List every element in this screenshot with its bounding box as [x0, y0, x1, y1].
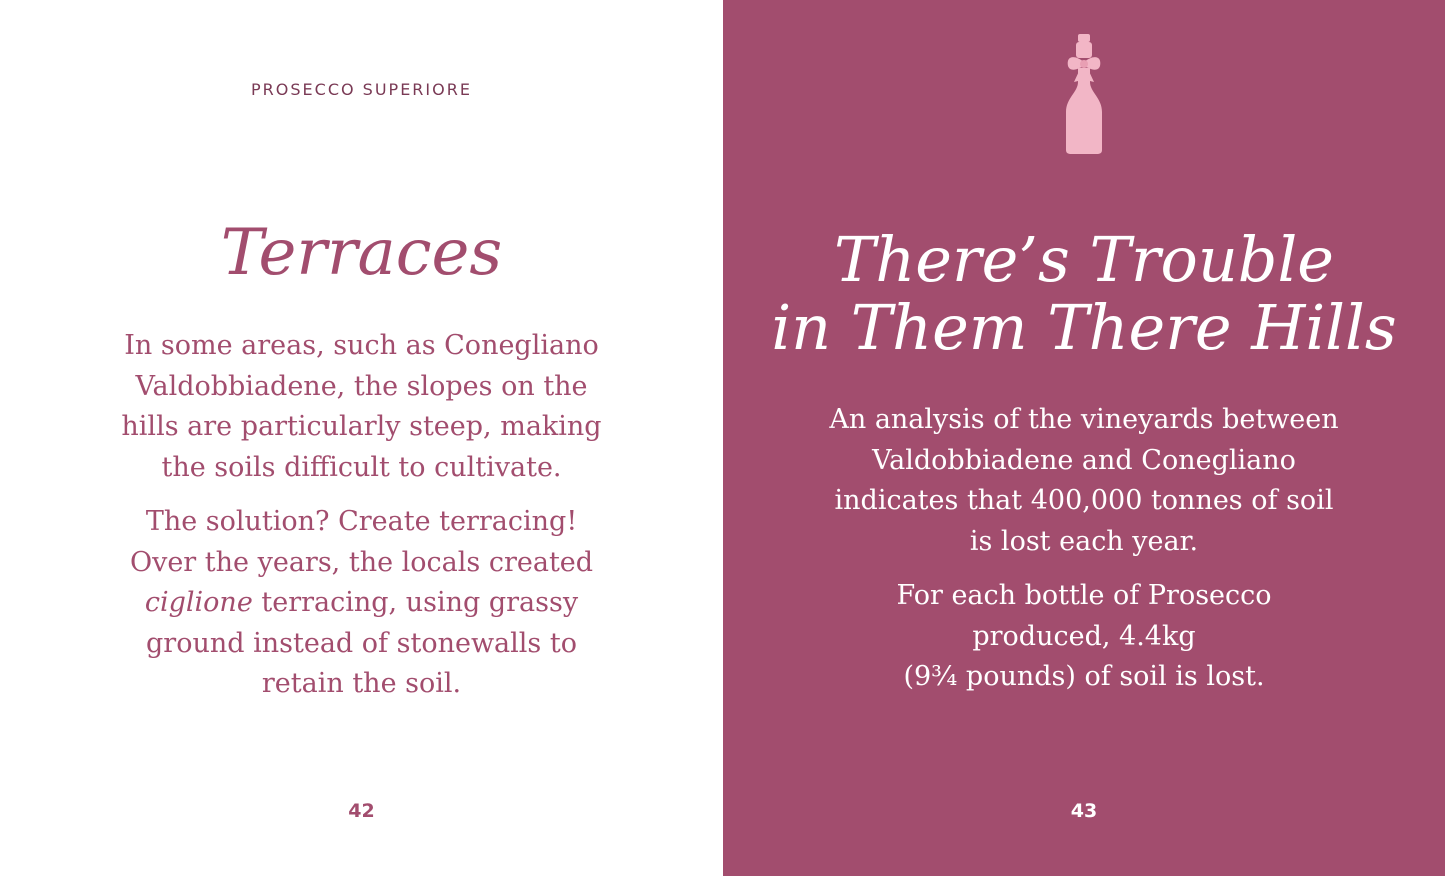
left-paragraph-2-part2: terracing, using grassy ground instead of stonewalls to retain the soil. — [146, 587, 579, 699]
left-paragraph-2-italic: ciglione — [144, 587, 253, 618]
page-title-terraces: Terraces — [220, 216, 503, 290]
title-line-1: There’s Trouble — [834, 223, 1334, 296]
right-paragraph-1: An analysis of the vineyards between Valdobbiadene and Conegliano indicates that 400,000 tonnes of soil is lost each year. — [829, 404, 1339, 557]
running-head: PROSECCO SUPERIORE — [251, 80, 472, 99]
page-title-trouble — [723, 223, 1445, 364]
right-paragraph-2-line-2: (9¾ pounds) of soil is lost. — [903, 661, 1265, 692]
page-number-left: 42 — [348, 800, 375, 822]
left-body-text — [0, 326, 723, 719]
page-number-right: 43 — [1070, 800, 1098, 822]
right-paragraph-2-line-1: For each bottle of Prosecco produced, 4.4kg — [896, 580, 1272, 652]
left-paragraph-2 — [0, 502, 723, 705]
left-paragraph-1: In some areas, such as Conegliano Valdobbiadene, the slopes on the hills are particularly steep, making the soils difficult to cultivate. — [121, 330, 602, 483]
right-paragraph-2 — [723, 576, 1445, 698]
bottle-with-bow-icon — [1054, 32, 1114, 156]
right-page — [723, 0, 1445, 876]
title-line-2: in Them There Hills — [771, 291, 1397, 364]
left-paragraph-2-part1: The solution? Create terracing! Over the years, the locals created — [129, 506, 594, 578]
right-body-text — [723, 400, 1445, 712]
